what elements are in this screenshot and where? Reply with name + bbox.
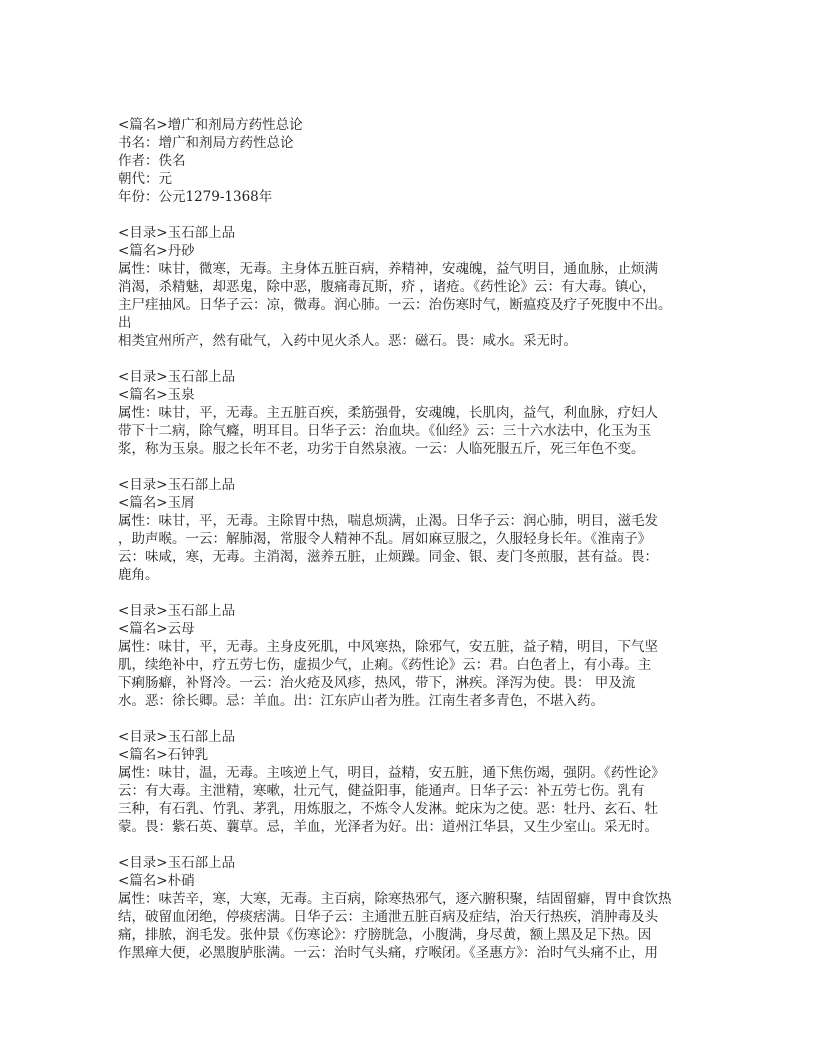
document-page xyxy=(118,116,698,962)
entry-text-line: 结，破留血闭绝，停痰痞满。日华子云：主通泄五脏百病及症结，治天行热疾，消肿毒及头 xyxy=(118,909,658,925)
entry-yunmu xyxy=(118,602,698,710)
entry-text-line: 云：味咸，寒，无毒。主消渴，滋养五脏，止烦躁。同金、银、麦门冬煎服，甚有益。畏： xyxy=(118,549,658,565)
spacer xyxy=(118,350,698,368)
dynasty-line: 朝代：元 xyxy=(118,171,172,187)
entry-text-line: 作黑瘅大便，必黑腹胪胀满。一云：治时气头痛，疗喉闭。《圣惠方》：治时气头痛不止，用 xyxy=(118,945,658,961)
entry-text-line: 肌，续绝补中，疗五劳七伤，虚损少气，止痢。《药性论》云：君。白色者上，有小毒。主 xyxy=(118,657,652,673)
entry-text-line: 蒙。畏：紫石英、蘘草。忌，羊血，光泽者为好。出：道州江华县，又生少室山。采无时。 xyxy=(118,819,658,835)
entry-catalog: <目录>玉石部上品 xyxy=(118,603,236,619)
entry-text-line: 三种，有石乳、竹乳、茅乳，用炼服之，不炼令人发淋。蛇床为之使。恶：牡丹、玄石、牡 xyxy=(118,801,658,817)
entry-catalog: <目录>玉石部上品 xyxy=(118,729,236,745)
entry-text-line: 属性：味甘，平，无毒。主身皮死肌，中风寒热，除邪气，安五脏，益子精，明目，下气坚 xyxy=(118,639,658,655)
entry-text-line: 水。恶：徐长卿。忌：羊血。出：江东庐山者为胜。江南生者多青色，不堪入药。 xyxy=(118,693,604,709)
entry-text-line: ，助声喉。一云：解肺渴，常服令人精神不乱。屑如麻豆服之，久服轻身长年。《淮南子》 xyxy=(118,531,652,547)
entry-yuxie xyxy=(118,476,698,584)
book-name-line: 书名：增广和剂局方药性总论 xyxy=(118,135,294,151)
entry-text-line: 痛，排脓，润毛发。张仲景《伤寒论》：疗膀胱急，小腹满，身尽黄，额上黑及足下热。因 xyxy=(118,927,652,943)
entry-text-line: 带下十二病，除气癃，明耳目。日华子云：治血块。《仙经》云：三十六水法中，化玉为玉 xyxy=(118,423,652,439)
author-line: 作者：佚名 xyxy=(118,153,186,169)
entry-text-line: 主尸疰抽风。日华子云：凉，微毒。润心肺。一云：治伤寒时气，断瘟疫及疗子死腹中不出。 xyxy=(118,297,672,313)
entry-text-line: 属性：味甘，温，无毒。主咳逆上气，明目，益精，安五脏，通下焦伤竭，强阴。《药性论》 xyxy=(118,765,665,781)
entry-catalog: <目录>玉石部上品 xyxy=(118,477,236,493)
entry-title: <篇名>石钟乳 xyxy=(118,747,209,763)
entry-catalog: <目录>玉石部上品 xyxy=(118,369,236,385)
entry-text-line: 相类宜州所产，然有砒气，入药中见火杀人。恶：磁石。畏：咸水。采无时。 xyxy=(118,333,577,349)
spacer xyxy=(118,584,698,602)
entry-text-line: 鹿角。 xyxy=(118,567,159,583)
entry-text-line: 出 xyxy=(118,315,132,331)
spacer xyxy=(118,206,698,224)
entry-yuquan xyxy=(118,368,698,458)
entry-dansha xyxy=(118,224,698,350)
year-line: 年份：公元1279-1368年 xyxy=(118,189,273,205)
entry-text-line: 属性：味甘，微寒，无毒。主身体五脏百病，养精神，安魂魄，益气明目，通血脉，止烦满 xyxy=(118,261,658,277)
entry-text-line: 云：有大毒。主泄精，寒嗽，壮元气，健益阳事，能通声。日华子云：补五劳七伤。乳有 xyxy=(118,783,645,799)
entry-title: <篇名>玉泉 xyxy=(118,387,195,403)
entry-catalog: <目录>玉石部上品 xyxy=(118,855,236,871)
spacer xyxy=(118,458,698,476)
spacer xyxy=(118,836,698,854)
entry-title: <篇名>云母 xyxy=(118,621,195,637)
entry-title: <篇名>丹砂 xyxy=(118,243,195,259)
entry-text-line: 下痢肠癖，补肾冷。一云：治火疮及风疹，热风，带下，淋疾。泽泻为使。畏： 甲及流 xyxy=(118,675,636,691)
entry-text-line: 消渴，杀精魅，却恶鬼，除中恶，腹痛毒瓦斯，疥 ，诸疮。《药性论》云：有大毒。镇心， xyxy=(118,279,656,295)
entry-title: <篇名>朴硝 xyxy=(118,873,195,889)
entry-text-line: 属性：味甘，平，无毒。主除胃中热，喘息烦满，止渴。日华子云：润心肺，明目，滋毛发 xyxy=(118,513,658,529)
entry-catalog: <目录>玉石部上品 xyxy=(118,225,236,241)
entry-shizhongru xyxy=(118,728,698,836)
entry-text-line: 属性：味甘，平，无毒。主五脏百疾，柔筋强骨，安魂魄，长肌肉，益气，利血脉，疗妇人 xyxy=(118,405,658,421)
entry-puxiao xyxy=(118,854,698,962)
entry-text-line: 浆，称为玉泉。服之长年不老，功劣于自然泉液。一云：人临死服五斤，死三年色不变。 xyxy=(118,441,645,457)
entry-title: <篇名>玉屑 xyxy=(118,495,195,511)
entry-text-line: 属性：味苦辛，寒，大寒，无毒。主百病，除寒热邪气，逐六腑积聚，结固留癖，胃中食饮热 xyxy=(118,891,672,907)
title-line: <篇名>增广和剂局方药性总论 xyxy=(118,117,303,133)
spacer xyxy=(118,710,698,728)
